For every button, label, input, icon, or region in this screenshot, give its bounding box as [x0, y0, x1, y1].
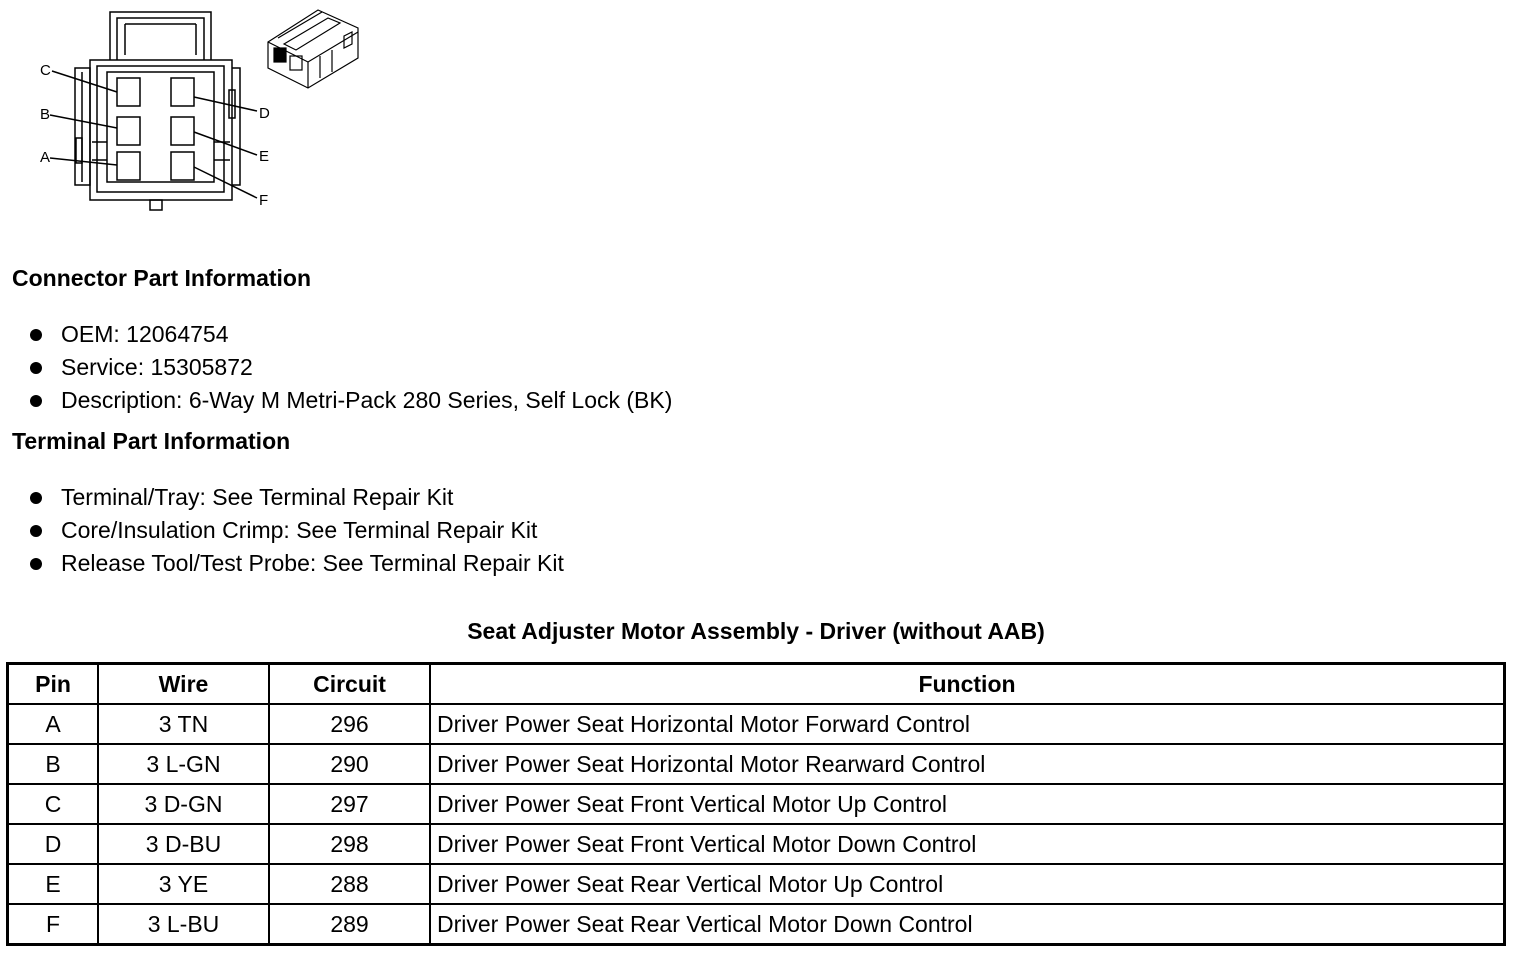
table-header-row [8, 664, 1505, 705]
cell-function: Driver Power Seat Rear Vertical Motor Down Control [430, 904, 1505, 945]
bullet-icon [30, 492, 42, 504]
table-row [8, 824, 1505, 864]
cell-circuit: 296 [269, 704, 430, 744]
header-circuit: Circuit [269, 664, 430, 705]
table-row [8, 744, 1505, 784]
table-row [8, 864, 1505, 904]
cell-circuit: 289 [269, 904, 430, 945]
table-title: Seat Adjuster Motor Assembly - Driver (without AAB) [467, 618, 1045, 644]
cell-wire: 3 YE [98, 864, 269, 904]
list-item [28, 384, 672, 417]
list-item [28, 318, 672, 351]
pin-label-e: E [259, 148, 270, 165]
list-item-text: Core/Insulation Crimp: See Terminal Repair Kit [61, 517, 538, 543]
connector-info-heading: Connector Part Information [12, 265, 312, 291]
connector-info-list [28, 318, 672, 417]
cell-function: Driver Power Seat Horizontal Motor Rearward Control [430, 744, 1505, 784]
cell-function: Driver Power Seat Horizontal Motor Forward Control [430, 704, 1505, 744]
cell-circuit: 290 [269, 744, 430, 784]
pin-label-f: F [259, 192, 269, 209]
bullet-icon [30, 329, 42, 341]
list-item [28, 514, 564, 547]
pin-label-a: A [40, 149, 51, 166]
cell-wire: 3 D-BU [98, 824, 269, 864]
cell-pin: A [8, 704, 99, 744]
list-item-text: Terminal/Tray: See Terminal Repair Kit [61, 484, 454, 510]
connector-isometric-icon [268, 10, 358, 88]
header-function: Function [430, 664, 1505, 705]
cell-function: Driver Power Seat Rear Vertical Motor Up Control [430, 864, 1505, 904]
cell-pin: D [8, 824, 99, 864]
pinout-table [6, 662, 1506, 946]
pin-label-b: B [40, 106, 51, 123]
cell-pin: C [8, 784, 99, 824]
cell-function: Driver Power Seat Front Vertical Motor Up Control [430, 784, 1505, 824]
table-row [8, 704, 1505, 744]
connector-diagram [0, 0, 400, 225]
pin-label-d: D [259, 105, 270, 122]
terminal-info-list [28, 481, 564, 580]
terminal-info-heading: Terminal Part Information [12, 428, 291, 454]
list-item [28, 351, 672, 384]
cell-pin: B [8, 744, 99, 784]
cell-pin: F [8, 904, 99, 945]
cell-circuit: 297 [269, 784, 430, 824]
list-item-text: Description: 6-Way M Metri-Pack 280 Series, Self Lock (BK) [61, 387, 673, 413]
cell-wire: 3 L-GN [98, 744, 269, 784]
list-item [28, 547, 564, 580]
list-item-text: OEM: 12064754 [61, 321, 229, 347]
list-item-text: Service: 15305872 [61, 354, 253, 380]
cell-function: Driver Power Seat Front Vertical Motor Down Control [430, 824, 1505, 864]
cell-circuit: 288 [269, 864, 430, 904]
bullet-icon [30, 395, 42, 407]
table-row [8, 784, 1505, 824]
list-item-text: Release Tool/Test Probe: See Terminal Repair Kit [61, 550, 564, 576]
cell-wire: 3 L-BU [98, 904, 269, 945]
pin-label-c: C [40, 62, 51, 79]
table-row [8, 904, 1505, 945]
cell-wire: 3 D-GN [98, 784, 269, 824]
bullet-icon [30, 362, 42, 374]
cell-pin: E [8, 864, 99, 904]
cell-wire: 3 TN [98, 704, 269, 744]
bullet-icon [30, 525, 42, 537]
header-wire: Wire [98, 664, 269, 705]
cell-circuit: 298 [269, 824, 430, 864]
bullet-icon [30, 558, 42, 570]
list-item [28, 481, 564, 514]
header-pin: Pin [8, 664, 99, 705]
